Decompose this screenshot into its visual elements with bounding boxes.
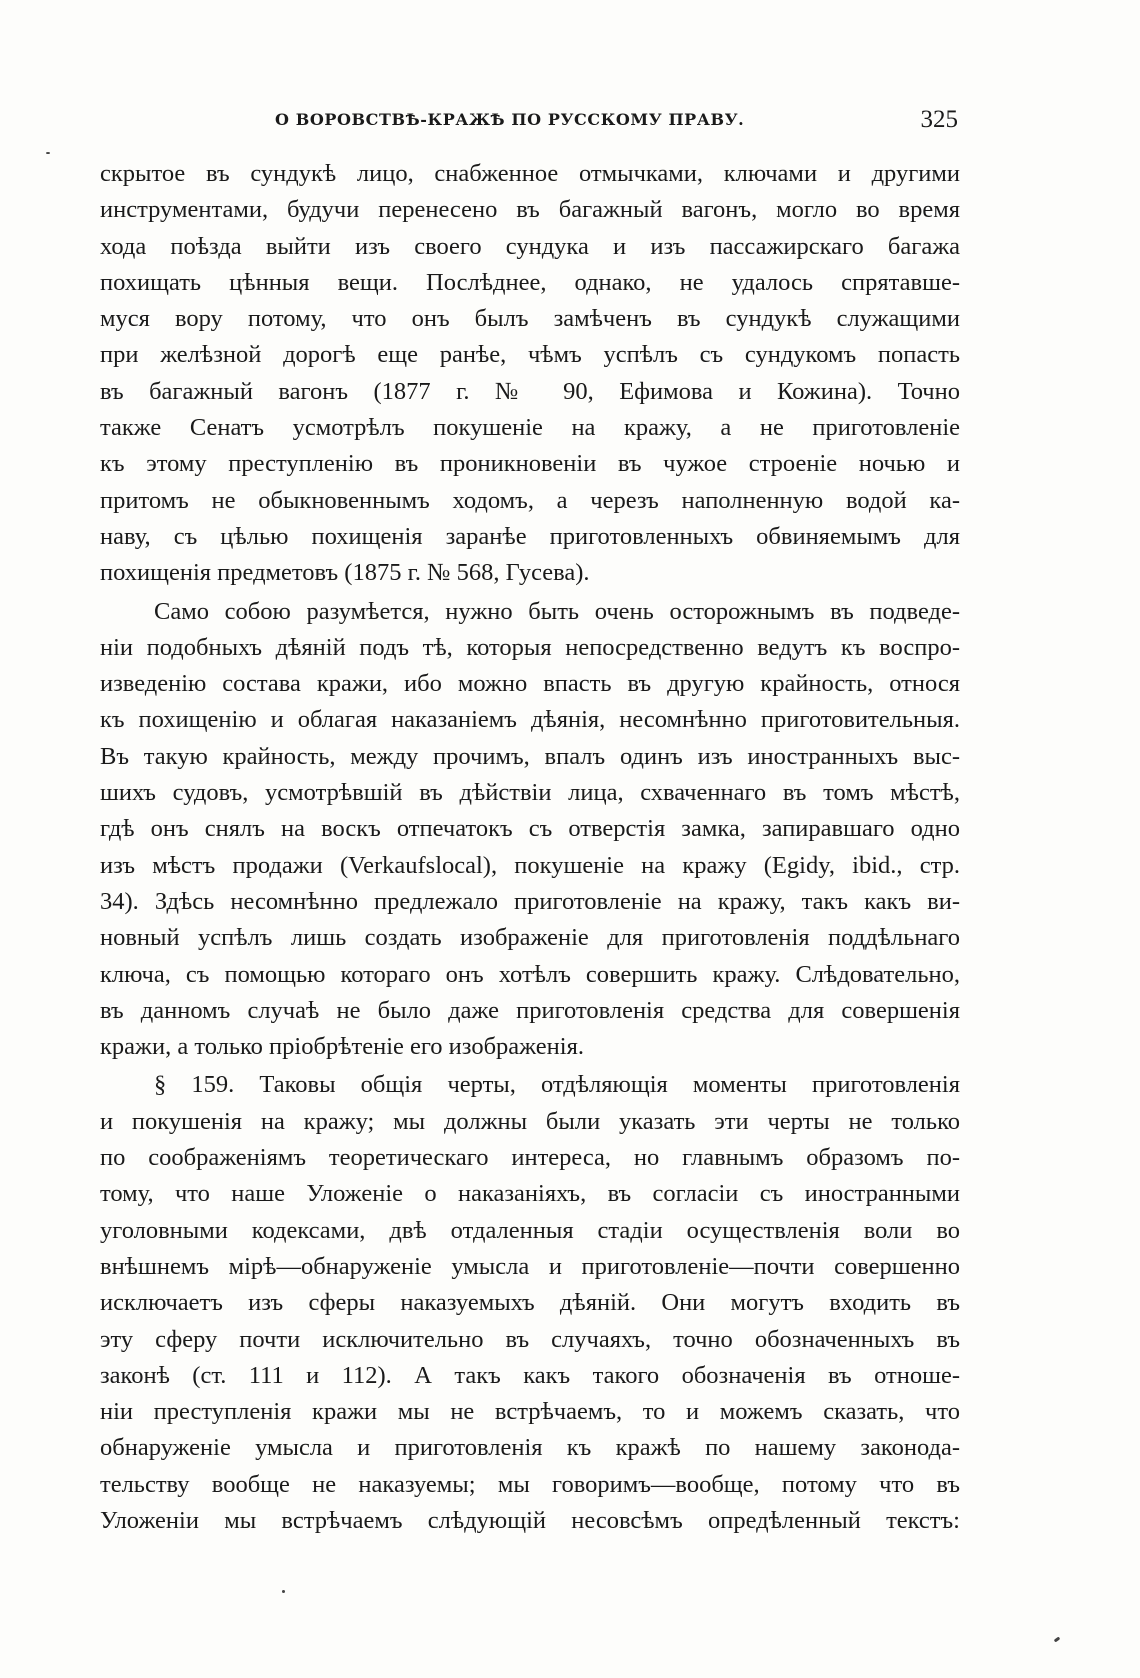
- text-line: похищать цѣнныя вещи. Послѣднее, однако, не удалось спрятавше-: [100, 268, 960, 296]
- text-line: эту сферу почти исключительно въ случаяхъ, точно обозначенныхъ въ: [100, 1325, 960, 1353]
- text-line: шихъ судовъ, усмотрѣвшій въ дѣйствіи лица, схваченнаго въ томъ мѣстѣ,: [100, 779, 960, 807]
- text-line: гдѣ онъ снялъ на воскъ отпечатокъ съ отверстія замка, запиравшаго одно: [100, 815, 960, 843]
- text-line: въ данномъ случаѣ не было даже приготовленія средства для совершенія: [100, 996, 960, 1024]
- text-line: изъ мѣстъ продажи (Verkaufslocal), покушеніе на кражу (Egidy, ibid., стр.: [100, 851, 960, 879]
- running-title: О ВОРОВСТВѢ-КРАЖѢ ПО РУССКОМУ ПРАВУ.: [275, 110, 745, 129]
- text-line: похищенія предметовъ (1875 г. № 568, Гусева).: [100, 559, 590, 587]
- scan-speck: [46, 152, 50, 154]
- text-line: § 159. Таковы общія черты, отдѣляющія моменты приготовленія: [154, 1071, 960, 1099]
- text-line: инструментами, будучи перенесено въ багажный вагонъ, могло во время: [100, 196, 960, 224]
- text-line: уголовными кодексами, двѣ отдаленныя стадіи осуществленія воли во: [100, 1216, 960, 1244]
- text-line: изведенію состава кражи, ибо можно впасть въ другую крайность, относя: [100, 670, 960, 698]
- text-line: ніи подобныхъ дѣяній подъ тѣ, которыя непосредственно ведутъ къ воспро-: [100, 633, 960, 661]
- text-line: Уложеніи мы встрѣчаемъ слѣдующій несовсѣмъ опредѣленный текстъ:: [100, 1506, 960, 1534]
- running-head: [110, 106, 958, 136]
- text-line: законѣ (ст. 111 и 112). А такъ какъ такого обозначенія въ отноше-: [100, 1361, 960, 1389]
- text-line: внѣшнемъ мірѣ—обнаруженіе умысла и приготовленіе—почти совершенно: [100, 1252, 960, 1280]
- scan-speck: [282, 1590, 285, 1593]
- text-line: тельству вообще не наказуемы; мы говоримъ—вообще, потому что въ: [100, 1470, 960, 1498]
- text-line: въ багажный вагонъ (1877 г. № 90, Ефимова и Кожина). Точно: [100, 377, 960, 405]
- text-line: также Сенатъ усмотрѣлъ покушеніе на кражу, а не приготовленіе: [100, 414, 960, 442]
- text-line: исключаетъ изъ сферы наказуемыхъ дѣяній. Они могутъ входить въ: [100, 1289, 960, 1317]
- text-line: 34). Здѣсь несомнѣнно предлежало приготовленіе на кражу, такъ какъ ви-: [100, 887, 960, 915]
- scan-speck: [1054, 1637, 1061, 1643]
- text-line: притомъ не обыкновеннымъ ходомъ, а черезъ наполненную водой ка-: [100, 486, 960, 514]
- text-line: ніи преступленія кражи мы не встрѣчаемъ, то и можемъ сказать, что: [100, 1398, 960, 1426]
- text-line: при желѣзной дорогѣ еще ранѣе, чѣмъ успѣлъ съ сундукомъ попасть: [100, 341, 960, 369]
- page-number: 325: [920, 106, 958, 133]
- text-line: муся вору потому, что онъ былъ замѣченъ въ сундукѣ служащими: [100, 305, 960, 333]
- text-line: наву, съ цѣлью похищенія заранѣе приготовленныхъ обвиняемымъ для: [100, 522, 960, 550]
- text-line: по соображеніямъ теоретическаго интереса, но главнымъ образомъ по-: [100, 1144, 960, 1172]
- text-line: къ похищенію и облагая наказаніемъ дѣянія, несомнѣнно приготовительныя.: [100, 706, 960, 734]
- text-line: тому, что наше Уложеніе о наказаніяхъ, въ согласіи съ иностранными: [100, 1180, 960, 1208]
- text-line: новный успѣлъ лишь создать изображеніе для приготовленія поддѣльнаго: [100, 924, 960, 952]
- text-line: обнаруженіе умысла и приготовленія къ кражѣ по нашему законода-: [100, 1434, 960, 1462]
- text-line: и покушенія на кражу; мы должны были указать эти черты не только: [100, 1107, 960, 1135]
- text-line: скрытое въ сундукѣ лицо, снабженное отмычками, ключами и другими: [100, 160, 960, 187]
- text-line: къ этому преступленію въ проникновеніи въ чужое строеніе ночью и: [100, 450, 960, 478]
- text-line: Само собою разумѣется, нужно быть очень осторожнымъ въ подведе-: [154, 597, 960, 625]
- text-line: ключа, съ помощью котораго онъ хотѣлъ совершить кражу. Слѣдовательно,: [100, 960, 960, 988]
- body-text: [100, 156, 960, 1539]
- text-line: хода поѣзда выйти изъ своего сундука и изъ пассажирскаго багажа: [100, 232, 960, 260]
- text-line: кражи, а только пріобрѣтеніе его изображенія.: [100, 1033, 584, 1061]
- text-line: Въ такую крайность, между прочимъ, впалъ одинъ изъ иностранныхъ выс-: [100, 742, 960, 770]
